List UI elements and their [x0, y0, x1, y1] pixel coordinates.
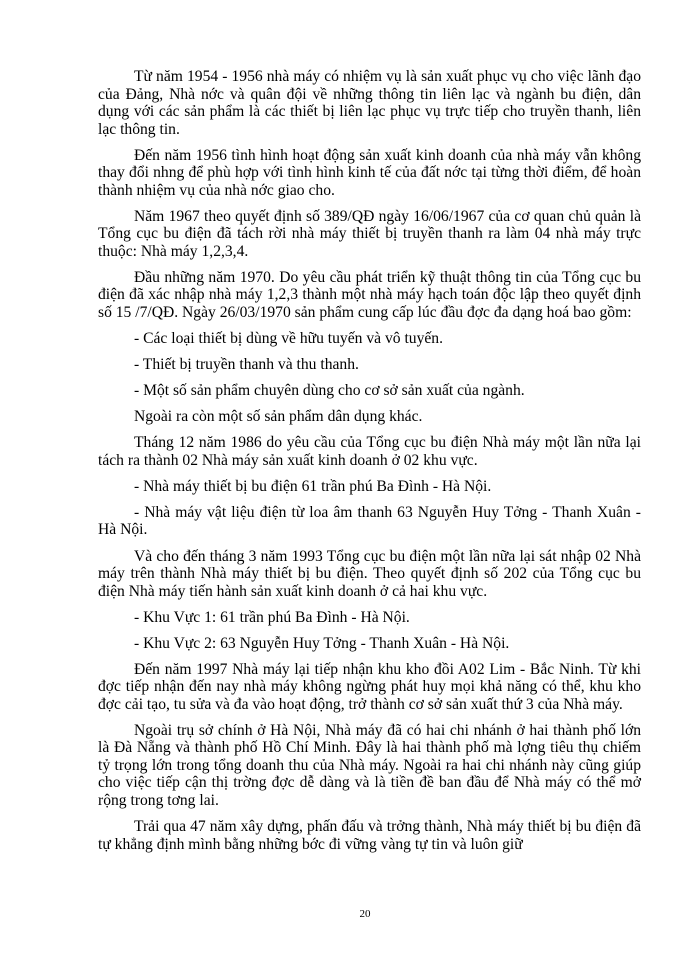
- paragraph: Năm 1967 theo quyết định số 389/QĐ ngày 16/06/1967 của cơ quan chủ quản là Tổng cục bu điện đã tách rời nhà máy thiết bị truyền thanh ra làm 04 nhà máy trực thuộc: Nhà máy 1,2,3,4.: [98, 207, 641, 260]
- paragraph: Ngoài trụ sở chính ở Hà Nội, Nhà máy đã có hai chi nhánh ở hai thành phố lớn là Đà Nẵng và thành phố Hồ Chí Minh. Đây là hai thành phố mà lợng tiêu thụ chiếm tỷ trọng lớn trong tổng doanh thu của Nhà máy. Ngoài ra hai chi nhánh này cũng giúp cho việc tiếp cận thị trờng đợc dễ dàng và là tiền đề ban đầu để Nhà máy có thể mở rộng trong tơng lai.: [98, 721, 641, 809]
- paragraph: Đầu những năm 1970. Do yêu cầu phát triển kỹ thuật thông tin của Tổng cục bu điện đã xác nhập nhà máy 1,2,3 thành một nhà máy hạch toán độc lập theo quyết định số 15 /7/QĐ. Ngày 26/03/1970 sản phẩm cung cấp lúc đầu đợc đa dạng hoá bao gồm:: [98, 268, 641, 321]
- list-item: - Một số sản phẩm chuyên dùng cho cơ sở sản xuất của ngành.: [134, 382, 525, 400]
- paragraph: Trải qua 47 năm xây dựng, phấn đấu và trởng thành, Nhà máy thiết bị bu điện đã tự khẳng định mình bằng những bớc đi vững vàng tự tin và luôn giữ: [98, 818, 641, 853]
- list-item: - Nhà máy thiết bị bu điện 61 trần phú Ba Đình - Hà Nội.: [134, 477, 492, 495]
- list-item: - Các loại thiết bị dùng về hữu tuyến và vô tuyến.: [134, 329, 443, 347]
- list-item: - Thiết bị truyền thanh và thu thanh.: [134, 355, 359, 373]
- paragraph: Đến năm 1997 Nhà máy lại tiếp nhận khu kho đồi A02 Lim - Bắc Ninh. Từ khi đợc tiếp nhận đến nay nhà máy không ngừng phát huy mọi khả năng có thể, khu kho đợc cải tạo, tu sửa và đa vào hoạt động, trở thành cơ sở sản xuất thứ 3 của Nhà máy.: [98, 660, 641, 713]
- list-item: - Khu Vực 1: 61 trần phú Ba Đình - Hà Nội.: [134, 608, 410, 626]
- paragraph: Tháng 12 năm 1986 do yêu cầu của Tổng cục bu điện Nhà máy một lần nữa lại tách ra thành 02 Nhà máy sản xuất kinh doanh ở 02 khu vực.: [98, 434, 641, 469]
- list-item: - Nhà máy vật liệu điện từ loa âm thanh 63 Nguyễn Huy Tởng - Thanh Xuân - Hà Nội.: [98, 503, 641, 539]
- list-item: - Khu Vực 2: 63 Nguyễn Huy Tởng - Thanh Xuân - Hà Nội.: [134, 634, 510, 652]
- paragraph: Và cho đến tháng 3 năm 1993 Tổng cục bu điện một lần nữa lại sát nhập 02 Nhà máy trên thành Nhà máy thiết bị bu điện. Theo quyết định số 202 của Tổng cục bu điện Nhà máy tiến hành sản xuất kinh doanh ở cả hai khu vực.: [98, 547, 641, 600]
- paragraph: Từ năm 1954 - 1956 nhà máy có nhiệm vụ là sản xuất phục vụ cho việc lãnh đạo của Đảng, Nhà nớc và quân đội về những thông tin liên lạc và ngành bu điện, dân dụng với các sản phẩm là các thiết bị liên lạc phục vụ trực tiếp cho truyền thanh, liên lạc thông tin.: [98, 68, 641, 138]
- document-body: [98, 68, 641, 862]
- paragraph: Đến năm 1956 tình hình hoạt động sản xuất kinh doanh của nhà máy vẫn không thay đổi nhng để phù hợp với tình hình kinh tế của đất nớc tại từng thời điểm, để hoàn thành nhiệm vụ của nhà nớc giao cho.: [98, 146, 641, 199]
- page-number: 20: [359, 908, 371, 920]
- paragraph: Ngoài ra còn một số sản phẩm dân dụng khác.: [134, 408, 423, 426]
